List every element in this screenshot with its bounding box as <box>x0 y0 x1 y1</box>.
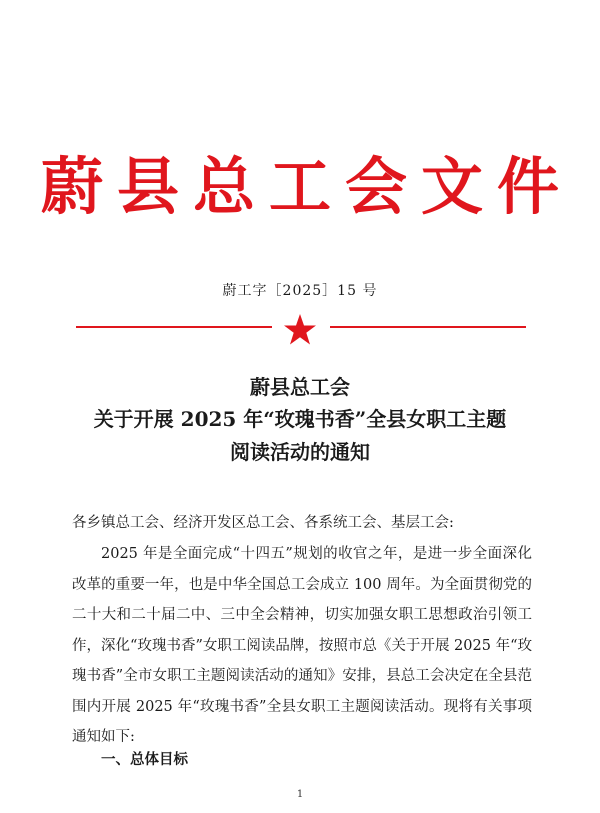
star-icon <box>283 313 317 347</box>
header-divider-right <box>330 326 526 328</box>
page-number: 1 <box>296 789 304 800</box>
body-paragraph: 2025 年是全面完成“十四五”规划的收官之年，是进一步全面深化改革的重要一年，也是中华全国总工会成立 100 周年。为全面贯彻党的二十大和二十届二中、三中全会精神，切实加强女职工思想政治引领工作，深化“玫瑰书香”女职工阅读品牌，按照市总《关于开展 2025 年“玫瑰书香”全市女职工主题阅读活动的通知》安排，县总工会决定在全县范围内开展 2025 年“玫瑰书香”全县女职工主题阅读活动。现将有关事项通知如下: <box>72 546 532 745</box>
header-divider-left <box>76 326 272 328</box>
section-heading: 一、总体目标 <box>101 752 188 768</box>
notice-title-line-3: 阅读活动的通知 <box>230 440 370 464</box>
salutation: 各乡镇总工会、经济开发区总工会、各系统工会、基层工会: <box>72 515 454 531</box>
notice-title-line-1: 蔚县总工会 <box>250 375 350 399</box>
document-header-title: 蔚县总工会文件 <box>40 150 573 223</box>
document-number: 蔚工字［2025］15 号 <box>222 283 378 299</box>
notice-title-line-2: 关于开展 2025 年“玫瑰书香”全县女职工主题 <box>93 407 507 431</box>
star-shape <box>284 314 316 345</box>
